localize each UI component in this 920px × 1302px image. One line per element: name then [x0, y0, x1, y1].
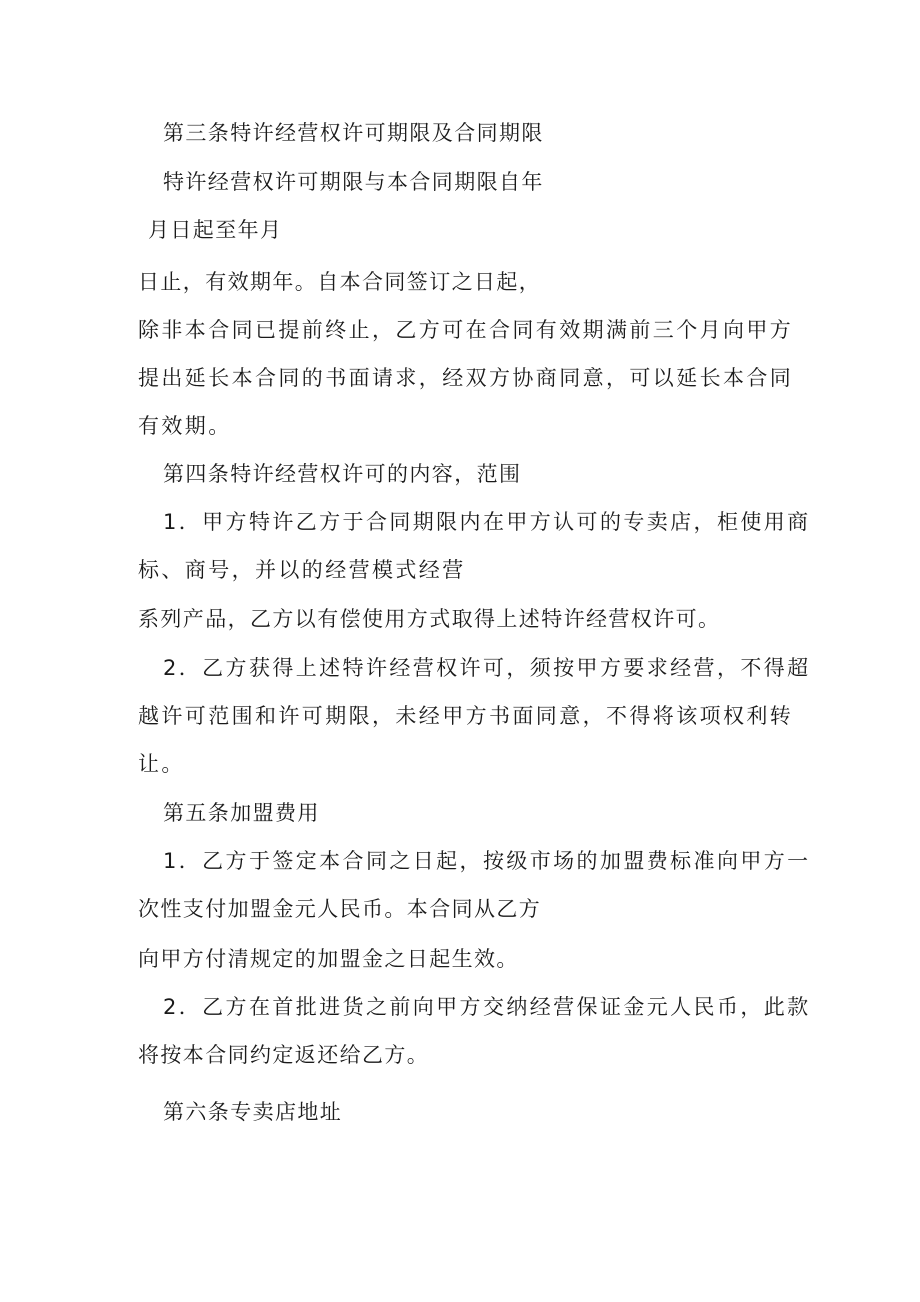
- article-4-heading: 第四条特许经营权许可的内容，范围: [163, 462, 522, 486]
- article-5-heading: 第五条加盟费用: [163, 801, 320, 825]
- paragraph-line: 特许经营权许可期限与本合同期限自年: [163, 170, 544, 194]
- paragraph-line: 标、商号，并以的经营模式经营: [138, 558, 466, 582]
- paragraph-line: 日止，有效期年。自本合同签订之日起，: [138, 270, 542, 294]
- paragraph-line: 2．乙方在首批进货之前向甲方交纳经营保证金元人民币，此款: [163, 995, 811, 1019]
- paragraph-line: 将按本合同约定返还给乙方。: [138, 1043, 430, 1067]
- paragraph-line: 让。: [138, 752, 185, 776]
- paragraph-line: 除非本合同已提前终止，乙方可在合同有效期满前三个月向甲方: [138, 318, 794, 342]
- paragraph-line: 次性支付加盟金元人民币。本合同从乙方: [138, 897, 542, 921]
- article-6-heading: 第六条专卖店地址: [163, 1100, 343, 1124]
- article-3-heading: 第三条特许经营权许可期限及合同期限: [163, 121, 544, 145]
- paragraph-line: 系列产品，乙方以有偿使用方式取得上述特许经营权许可。: [138, 607, 721, 631]
- paragraph-line: 有效期。: [138, 414, 232, 438]
- paragraph-line: 月日起至年月: [148, 218, 283, 242]
- paragraph-line: 向甲方付清规定的加盟金之日起生效。: [138, 947, 519, 971]
- paragraph-line: 1．甲方特许乙方于合同期限内在甲方认可的专卖店，柜使用商: [163, 510, 811, 534]
- paragraph-line: 2．乙方获得上述特许经营权许可，须按甲方要求经营，不得超: [163, 656, 811, 680]
- paragraph-line: 1．乙方于签定本合同之日起，按级市场的加盟费标准向甲方一: [163, 849, 811, 873]
- paragraph-line: 提出延长本合同的书面请求，经双方协商同意，可以延长本合同: [138, 366, 794, 390]
- paragraph-line: 越许可范围和许可期限，未经甲方书面同意，不得将该项权利转: [138, 704, 794, 728]
